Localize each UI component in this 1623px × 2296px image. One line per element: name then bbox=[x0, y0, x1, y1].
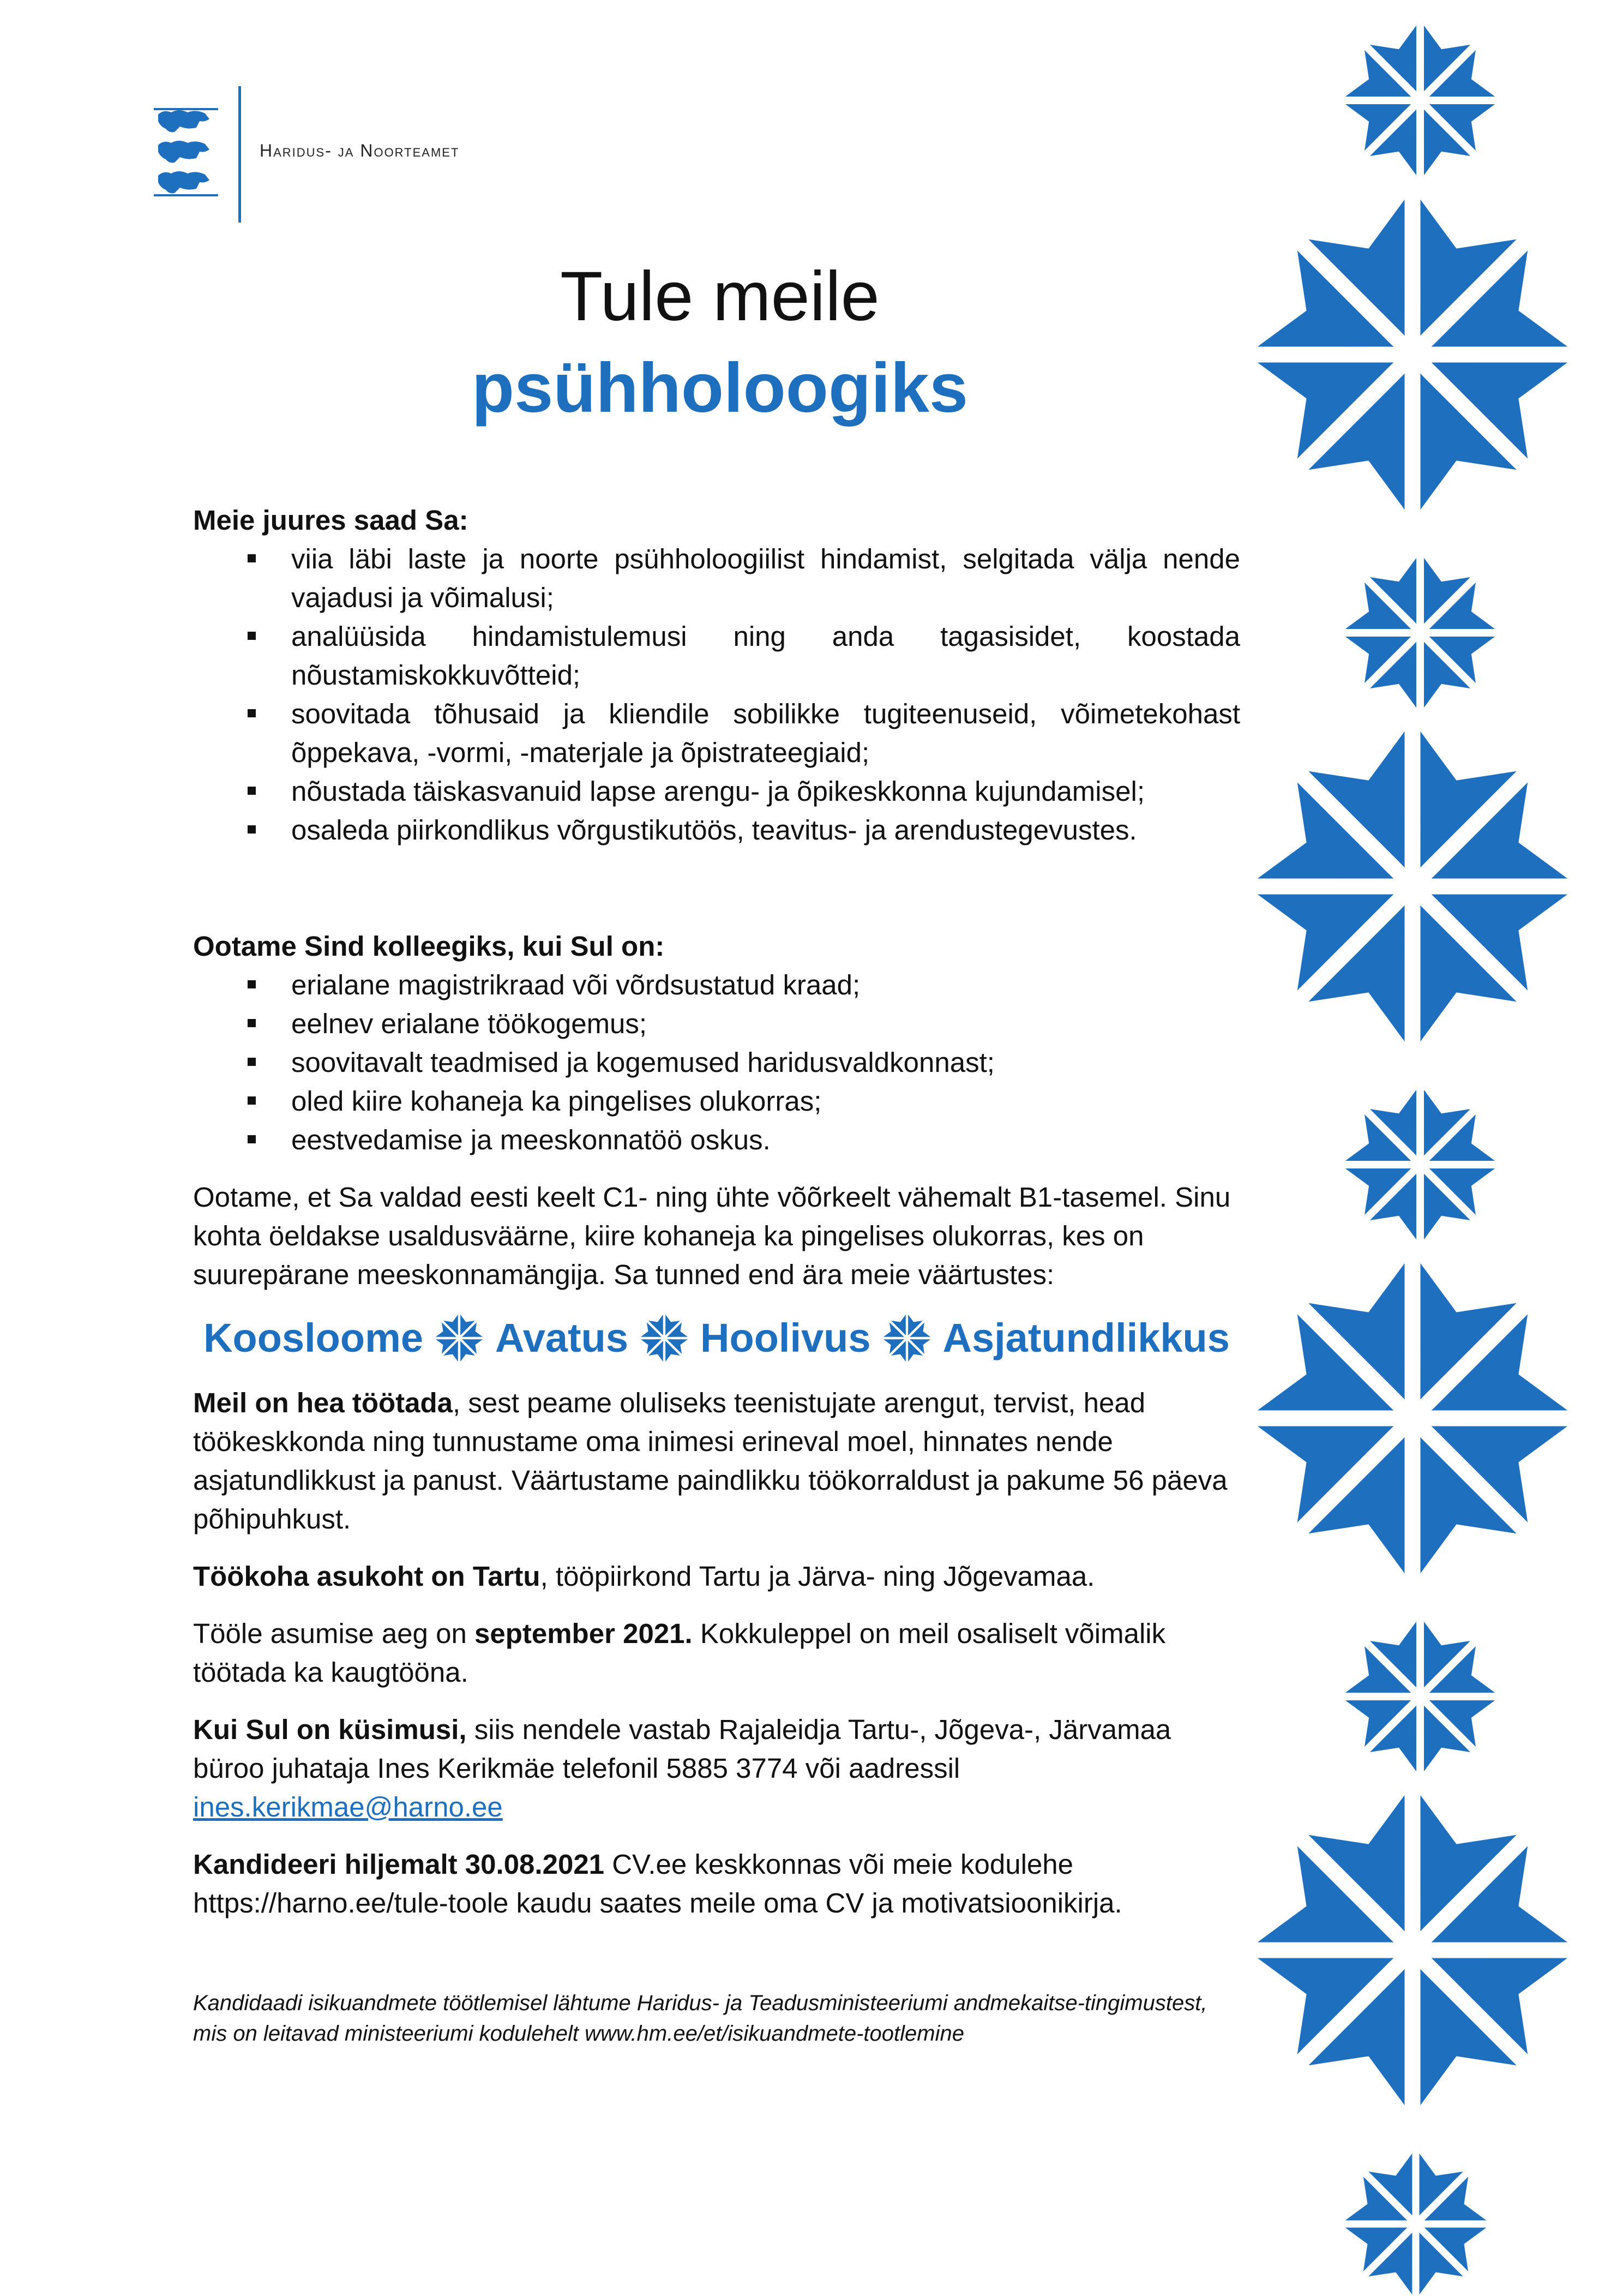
star-icon bbox=[1344, 556, 1496, 709]
apply-text: CV.ee keskkonnas või meie kodulehe https://harno.ee/tule-toole kaudu saates meile oma CV ja motivatsioonikirja. bbox=[193, 1849, 1122, 1919]
start-date-paragraph bbox=[193, 1614, 1240, 1692]
questions-bold: Kui Sul on küsimusi, bbox=[193, 1714, 467, 1745]
page-title-line1: Tule meile bbox=[560, 257, 880, 335]
list-item: viia läbi laste ja noorte psühholoogiilist hindamist, selgitada välja nende vajadusi ja võimalusi; bbox=[193, 539, 1240, 617]
star-icon bbox=[640, 1314, 688, 1362]
list-item: eelnev erialane töökogemus; bbox=[193, 1004, 1240, 1043]
list-item: oled kiire kohaneja ka pingelises olukorras; bbox=[193, 1082, 1240, 1120]
star-icon bbox=[1344, 1088, 1496, 1241]
intro-paragraph: Ootame, et Sa valdad eesti keelt C1- ning ühte võõrkeelt vähemalt B1-tasemel. Sinu kohta öeldakse usaldusväärne, kiire kohaneja ka pingelises olukorras, kes on suurepärane meeskonnamängija. Sa tunned end ära meie väärtustes: bbox=[193, 1182, 1231, 1290]
good-to-work-bold: Meil on hea töötada bbox=[193, 1387, 453, 1418]
logo-divider bbox=[238, 86, 241, 223]
start-date-bold: september 2021. bbox=[474, 1618, 693, 1649]
section-heading-offer: Meie juures saad Sa: bbox=[193, 505, 468, 536]
questions-paragraph bbox=[193, 1710, 1240, 1826]
values-row bbox=[188, 1314, 1246, 1363]
location-bold: Töökoha asukoht on Tartu bbox=[193, 1561, 540, 1592]
star-icon bbox=[1344, 1620, 1496, 1773]
star-icon bbox=[883, 1314, 931, 1362]
value-hoolivus: Hoolivus bbox=[700, 1315, 871, 1360]
star-icon bbox=[1344, 2152, 1488, 2296]
list-item: nõustada täiskasvanuid lapse arengu- ja õpikeskkonna kujundamisel; bbox=[193, 772, 1240, 811]
value-koosloome: Koosloome bbox=[203, 1315, 424, 1360]
section-heading-requirements: Ootame Sind kolleegiks, kui Sul on: bbox=[193, 931, 665, 962]
star-icon bbox=[1254, 728, 1571, 1045]
value-asjatundlikkus: Asjatundlikkus bbox=[942, 1315, 1230, 1360]
location-text: , tööpiirkond Tartu ja Järva- ning Jõgevamaa. bbox=[540, 1561, 1095, 1592]
main-content bbox=[193, 501, 1240, 2049]
questions-text: siis nendele vastab Rajaleidja Tartu-, Jõgeva-, Järvamaa büroo juhataja Ines Kerikmäe telefonil 5885 3774 või aadressil bbox=[193, 1714, 1171, 1784]
list-item: soovitavalt teadmised ja kogemused haridusvaldkonnast; bbox=[193, 1043, 1240, 1082]
star-icon bbox=[1254, 196, 1571, 513]
offer-list bbox=[193, 539, 1240, 849]
apply-bold: Kandideeri hiljemalt 30.08.2021 bbox=[193, 1849, 605, 1880]
contact-email-link[interactable]: ines.kerikmae@harno.ee bbox=[193, 1791, 503, 1823]
list-item: eestvedamise ja meeskonnatöö oskus. bbox=[193, 1120, 1240, 1159]
star-icon bbox=[435, 1314, 483, 1362]
location-paragraph bbox=[193, 1557, 1240, 1596]
organization-name: Haridus- ja Noorteamet bbox=[260, 141, 460, 160]
page-title-line2: psühholoogiks bbox=[471, 349, 969, 427]
list-item: osaleda piirkondlikus võrgustikutöös, teavitus- ja arendustegevustes. bbox=[193, 811, 1240, 849]
requirements-list bbox=[193, 966, 1240, 1159]
apply-paragraph bbox=[193, 1845, 1240, 1922]
list-item: erialane magistrikraad või võrdsustatud kraad; bbox=[193, 966, 1240, 1004]
good-to-work-text: , sest peame oluliseks teenistujate arengut, tervist, head töökeskkonda ning tunnustame oma inimesi erineval moel, hinnates nende asjatundlikkust ja panust. Väärtustame paindlikku töökorraldust ja pakume 56 päeva põhipuhkust. bbox=[193, 1387, 1228, 1534]
star-icon bbox=[1344, 24, 1496, 177]
star-icon bbox=[1254, 1792, 1571, 2108]
star-icon bbox=[1254, 1260, 1571, 1576]
start-date-text1: Tööle asumise aeg on bbox=[193, 1618, 474, 1649]
value-avatus: Avatus bbox=[495, 1315, 629, 1360]
coat-of-arms-logo bbox=[151, 104, 221, 201]
start-date-text2: Kokkuleppel on meil osaliselt võimalik töötada ka kaugtööna. bbox=[193, 1618, 1166, 1688]
footnote: Kandidaadi isikuandmete töötlemisel lähtume Haridus- ja Teadusministeeriumi andmekaitse-tingimustest, mis on leitavad ministeeriumi kodulehelt www.hm.ee/et/isikuandmete-tootlemine bbox=[193, 1991, 1207, 2046]
list-item: soovitada tõhusaid ja kliendile sobilikke tugiteenuseid, võimetekohast õppekava, -vormi, -materjale ja õpistrateegiaid; bbox=[193, 694, 1240, 772]
list-item: analüüsida hindamistulemusi ning anda tagasisidet, koostada nõustamiskokkuvõtteid; bbox=[193, 617, 1240, 694]
good-to-work-paragraph bbox=[193, 1383, 1240, 1538]
